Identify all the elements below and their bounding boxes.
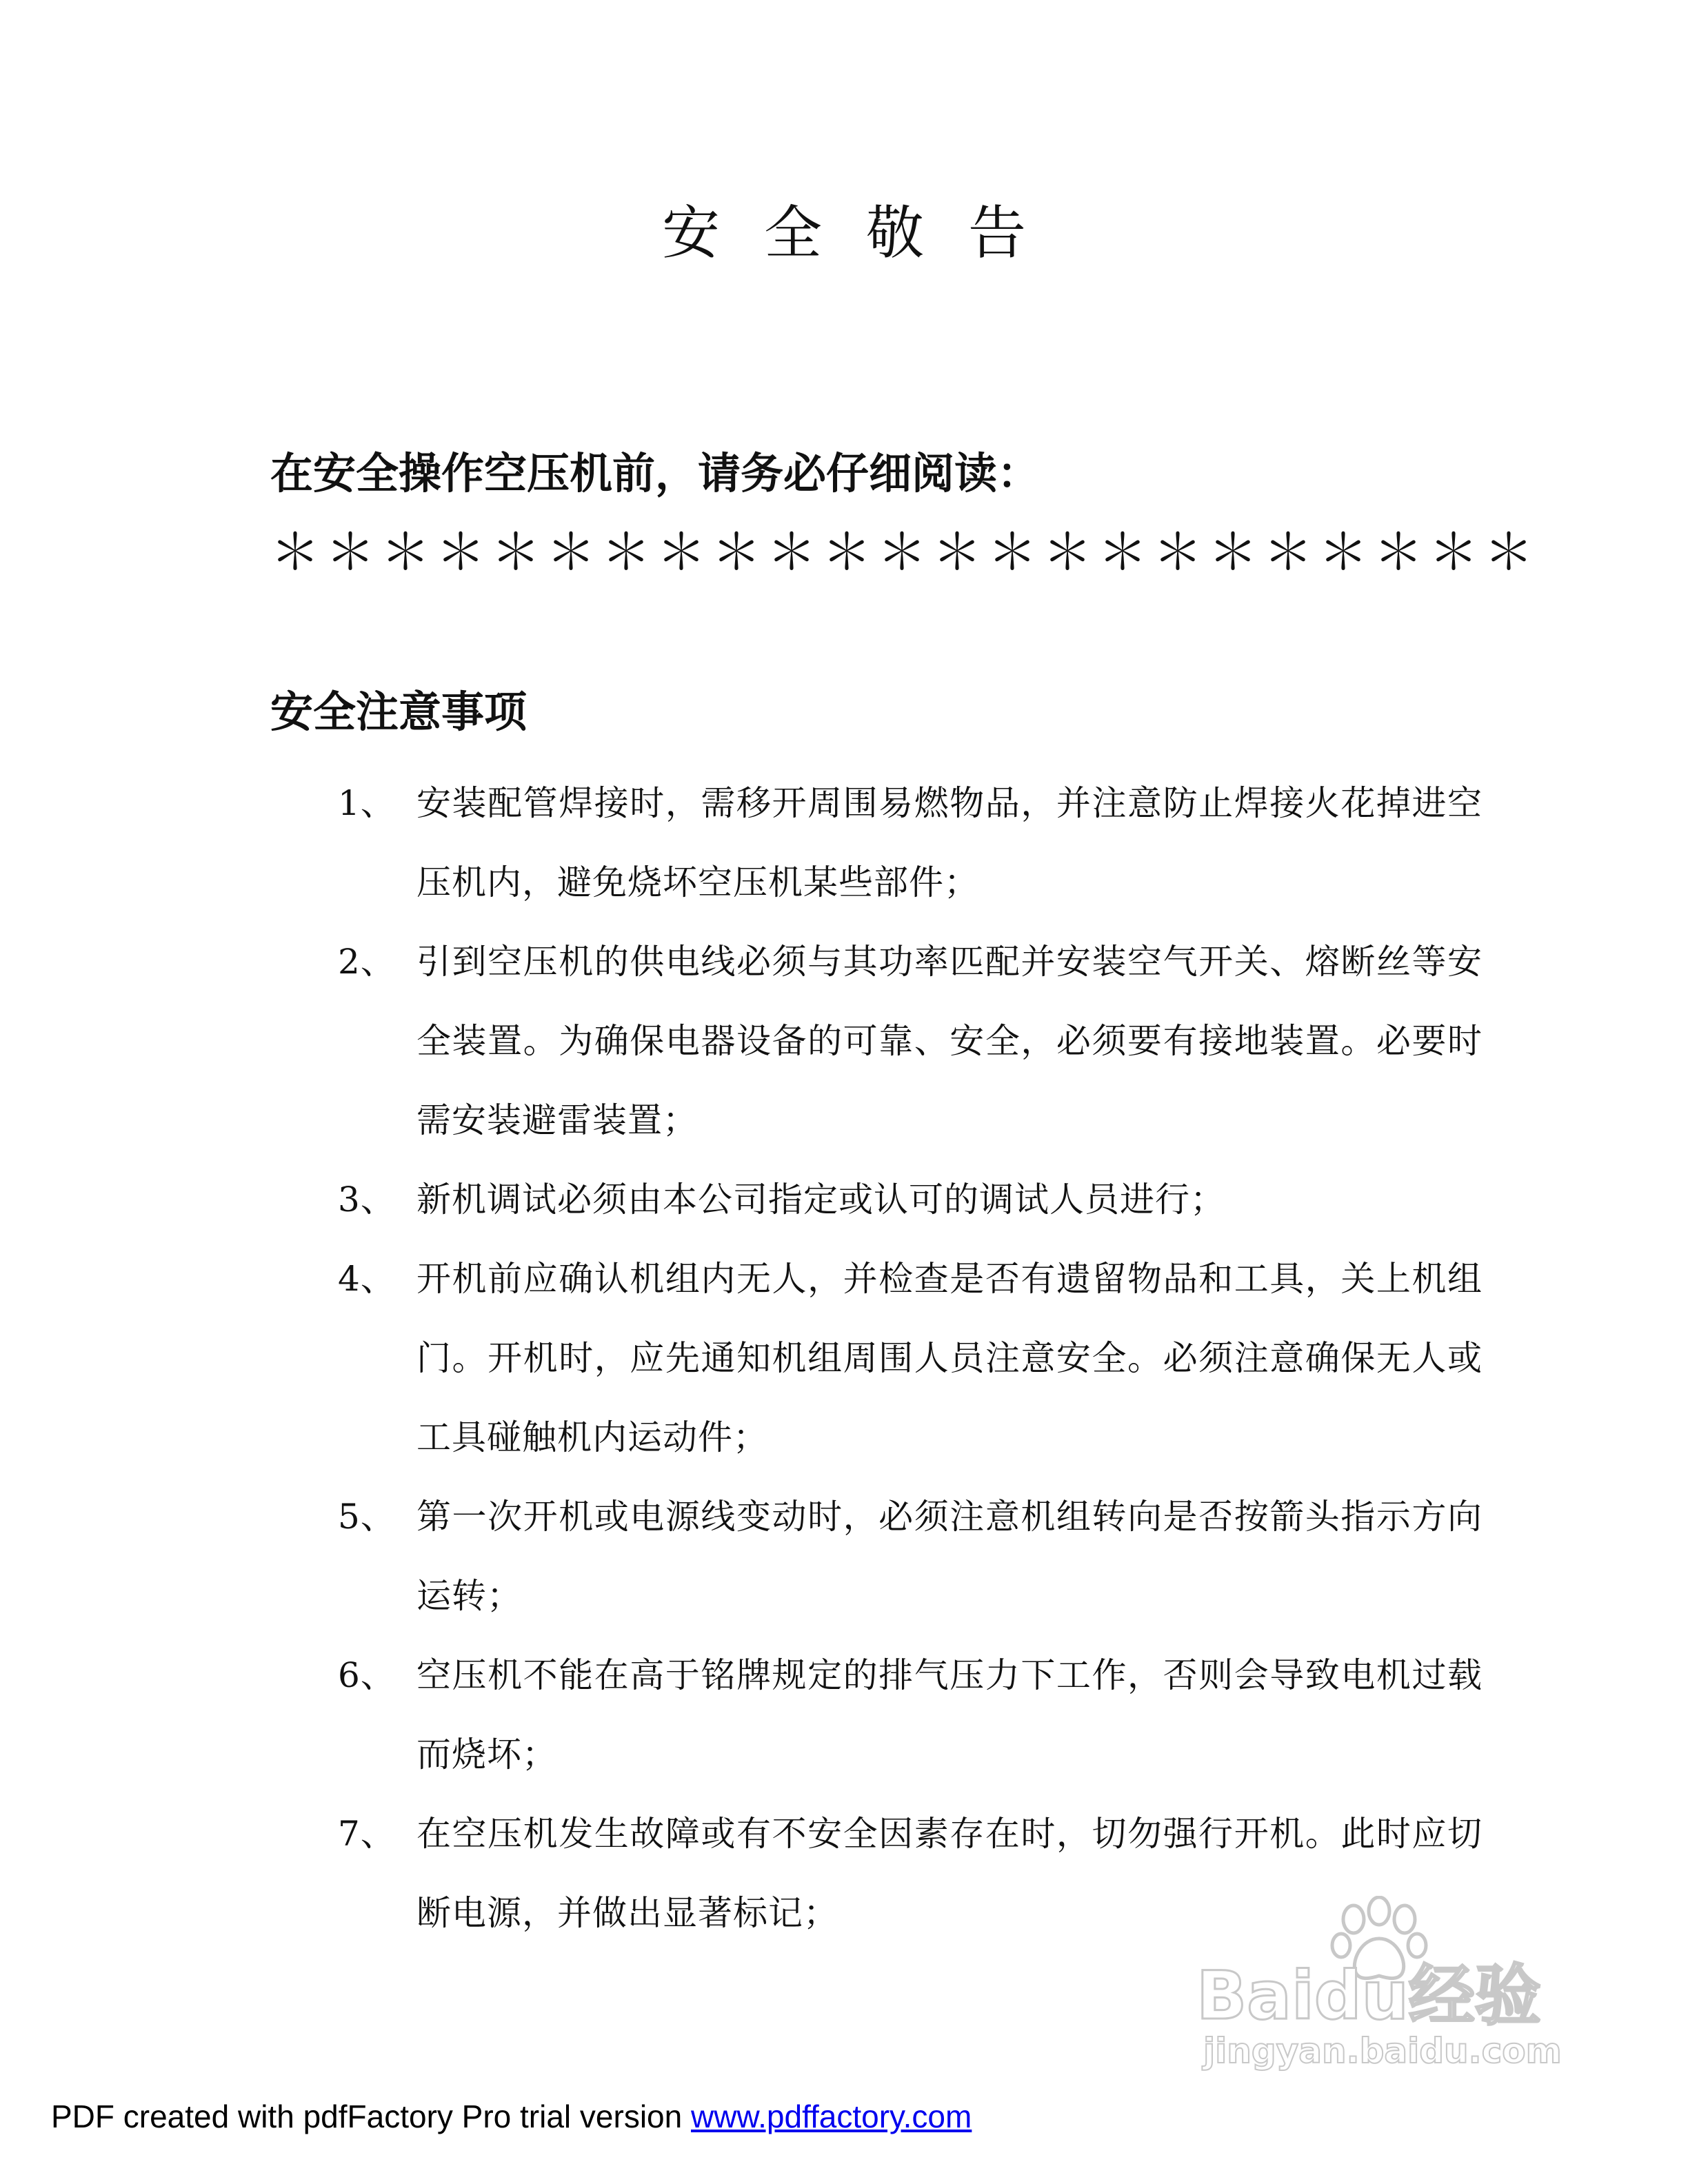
list-item bbox=[338, 764, 1483, 922]
list-item bbox=[338, 922, 1483, 1160]
list-item-text: 新机调试必须由本公司指定或认可的调试人员进行； bbox=[416, 1180, 1225, 1220]
list-item bbox=[338, 1240, 1483, 1477]
safety-notes-list bbox=[338, 764, 1483, 1953]
watermark-url: jingyan.baidu.com bbox=[1203, 2031, 1562, 2071]
page-title: 安全敬告 bbox=[661, 199, 1070, 267]
baidu-watermark bbox=[1196, 1896, 1582, 2071]
list-item-number: 6、 bbox=[338, 1655, 396, 1695]
star-divider: ＊＊＊＊＊＊＊＊＊＊＊＊＊＊＊＊＊＊＊＊＊＊＊ bbox=[270, 523, 1540, 581]
list-item-text: 第一次开机或电源线变动时，必须注意机组转向是否按箭头指示方向运转； bbox=[416, 1497, 1483, 1616]
list-item-text: 引到空压机的供电线必须与其功率匹配并安装空气开关、熔断丝等安全装置。为确保电器设备的可靠、安全，必须要有接地装置。必要时需安装避雷装置； bbox=[416, 942, 1483, 1140]
section-heading: 安全注意事项 bbox=[270, 687, 528, 737]
list-item-text: 空压机不能在高于铭牌规定的排气压力下工作，否则会导致电机过载而烧坏； bbox=[416, 1655, 1483, 1775]
list-item bbox=[338, 1636, 1483, 1794]
list-item-number: 7、 bbox=[338, 1814, 396, 1854]
list-item-text: 安装配管焊接时，需移开周围易燃物品，并注意防止焊接火花掉进空压机内，避免烧坏空压机某些部件； bbox=[416, 783, 1483, 902]
list-item bbox=[338, 1477, 1483, 1636]
footer-text: PDF created with pdfFactory Pro trial version bbox=[51, 2099, 691, 2134]
intro-heading: 在安全操作空压机前，请务必仔细阅读： bbox=[270, 448, 1041, 498]
watermark-brand: Baidu经验 bbox=[1196, 1957, 1541, 2034]
list-item-text: 开机前应确认机组内无人，并检查是否有遗留物品和工具，关上机组门。开机时，应先通知机组周围人员注意安全。必须注意确保无人或工具碰触机内运动件； bbox=[416, 1259, 1483, 1457]
list-item-number: 1、 bbox=[338, 783, 396, 823]
pdf-footer bbox=[51, 2096, 972, 2137]
list-item-number: 2、 bbox=[338, 942, 396, 982]
list-item-text: 在空压机发生故障或有不安全因素存在时，切勿强行开机。此时应切断电源，并做出显著标记； bbox=[416, 1814, 1483, 1933]
list-item-number: 3、 bbox=[338, 1180, 396, 1220]
footer-link[interactable]: www.pdffactory.com bbox=[691, 2099, 972, 2134]
list-item bbox=[338, 1160, 1483, 1240]
list-item-number: 4、 bbox=[338, 1259, 396, 1299]
list-item-number: 5、 bbox=[338, 1497, 396, 1537]
